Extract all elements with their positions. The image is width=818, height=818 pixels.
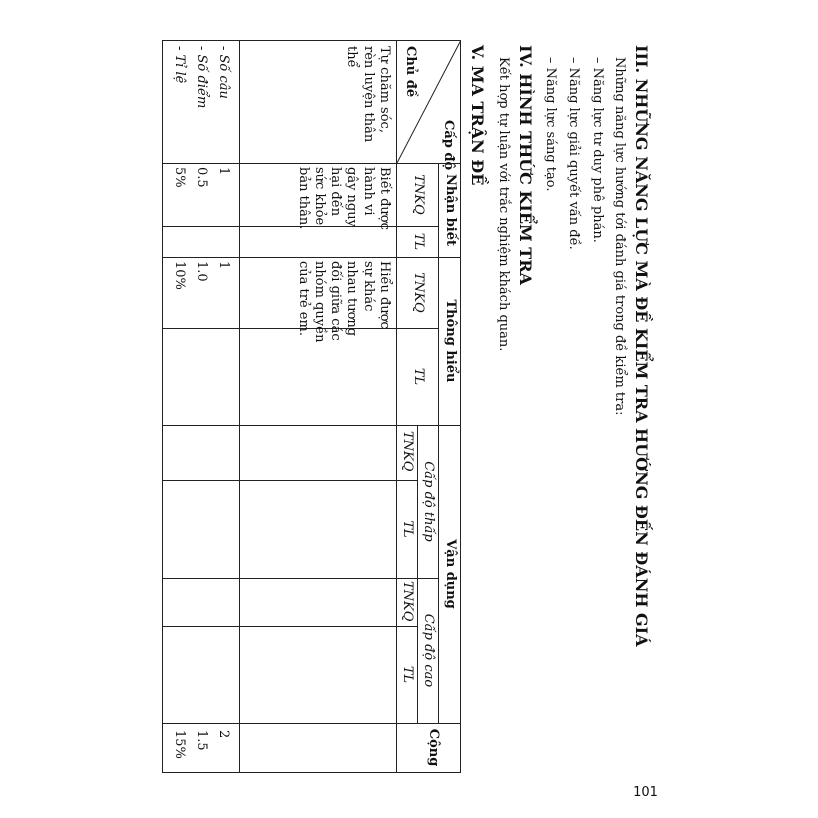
vd-thap-tl-header: TL xyxy=(400,520,415,538)
topic-cell xyxy=(343,46,392,142)
nb-stats-cell xyxy=(168,167,234,188)
nb-line: bản thân. xyxy=(295,167,311,230)
th-stat-so-cau: 1 xyxy=(216,261,231,270)
section-3-item-2: – Năng lực giải quyết vấn đề. xyxy=(566,57,581,250)
cong-stat-so-diem: 1.5 xyxy=(194,730,209,751)
topic-line: rèn luyện thân xyxy=(360,46,376,143)
stat-label-so-cau: - Số câu xyxy=(216,46,231,99)
th-line: nhóm quyền xyxy=(311,261,327,343)
th-stat-ti-le: 10% xyxy=(172,261,187,290)
nb-tl-header: TL xyxy=(411,232,426,251)
section-4-text: Kết hợp tự luận với trắc nghiệm khách quan. xyxy=(496,57,511,352)
th-line: nhau tương xyxy=(344,261,360,337)
vd-thap-tnkq-header: TNKQ xyxy=(400,431,415,472)
topic-line: thể xyxy=(344,46,360,68)
page-number: 101 xyxy=(633,784,658,800)
th-line: Hiểu được xyxy=(377,261,392,329)
nb-tnkq-header: TNKQ xyxy=(411,174,426,215)
nb-line: hành vi xyxy=(360,167,376,216)
corner-top-label: Cấp độ xyxy=(441,120,456,171)
th-line: của trẻ em. xyxy=(295,261,311,336)
th-tnkq-header: TNKQ xyxy=(411,272,426,313)
section-3-item-1: – Năng lực tư duy phê phán. xyxy=(590,57,605,243)
header-thong-hieu: Thông hiểu xyxy=(443,299,458,383)
cong-stats-cell xyxy=(168,730,234,759)
header-cong: Cộng xyxy=(426,728,441,767)
cong-stat-so-cau: 2 xyxy=(216,730,231,739)
th-line: đối giữa các xyxy=(328,261,344,341)
vd-cao-tnkq-header: TNKQ xyxy=(400,581,415,622)
nb-line: hại đến xyxy=(328,167,344,217)
section-3-heading: III. NHỮNG NĂNG LỰC MÀ ĐỀ KIỂM TRA HƯỚNG ĐẾN ĐÁNH GIÁ xyxy=(632,45,651,647)
vd-cao-tl-header: TL xyxy=(400,665,415,684)
th-stats-cell xyxy=(168,261,234,290)
stat-label-ti-le: - Tỉ lệ xyxy=(172,46,187,84)
header-cap-do-thap: Cấp độ thấp xyxy=(421,461,436,542)
section-5-heading: V. MA TRẬN ĐỀ xyxy=(468,45,487,186)
header-nhan-biet: Nhận biết xyxy=(443,173,458,247)
stat-label-so-diem: - Số điểm xyxy=(194,46,209,109)
th-line: sự khác xyxy=(360,261,376,312)
nb-line: gây nguy xyxy=(344,167,360,227)
header-van-dung: Vận dụng xyxy=(443,539,458,609)
th-stat-so-diem: 1.0 xyxy=(194,261,209,282)
topic-line: Tự chăm sóc, xyxy=(377,46,392,133)
nb-line: sức khỏe xyxy=(311,167,327,226)
nb-line: Biết được xyxy=(377,167,392,230)
header-cap-do-cao: Cấp độ cao xyxy=(421,613,436,688)
section-4-heading: IV. HÌNH THỨC KIỂM TRA xyxy=(516,45,535,285)
nb-stat-so-cau: 1 xyxy=(216,167,231,176)
section-3-intro: Những năng lực hướng tới đánh giá trong đề kiểm tra: xyxy=(612,57,627,416)
nb-stat-ti-le: 5% xyxy=(172,167,187,188)
nb-content-cell xyxy=(294,167,392,230)
th-content-cell xyxy=(294,261,392,342)
nb-stat-so-diem: 0.5 xyxy=(194,167,209,188)
stats-labels-cell xyxy=(168,46,234,108)
corner-bottom-label: Chủ đề xyxy=(403,46,418,98)
section-3-item-3: – Năng lực sáng tạo. xyxy=(543,57,558,192)
th-tl-header: TL xyxy=(411,367,426,386)
cong-stat-ti-le: 15% xyxy=(172,730,187,759)
